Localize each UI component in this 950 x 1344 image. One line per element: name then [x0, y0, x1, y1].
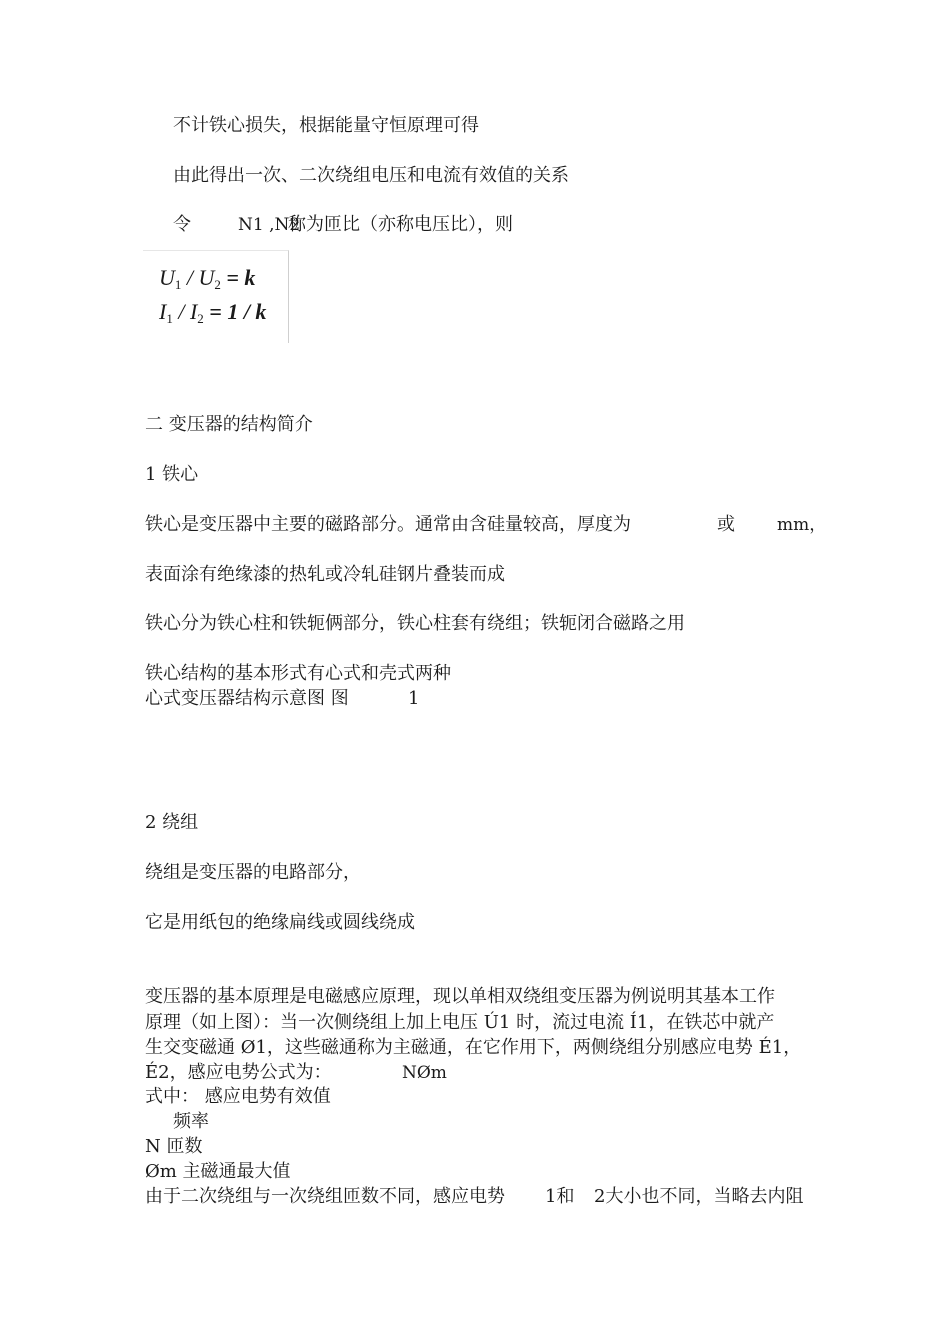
text-line: É2，感应电势公式为： [145, 1062, 332, 1083]
text-line: 铁心是变压器中主要的磁路部分。通常由含硅量较高，厚度为 [145, 514, 631, 535]
text-line: Øm 主磁通最大值 [145, 1161, 291, 1182]
formula-current-ratio: $I_1 / I_2 = 1 / k$ [159, 299, 267, 326]
subsection-heading: 2 绕组 [145, 812, 199, 833]
text-line: N1 ,N2 [238, 215, 301, 235]
formula-image [143, 250, 289, 343]
text-line: 铁心分为铁心柱和铁轭俩部分，铁心柱套有绕组；铁轭闭合磁路之用 [145, 613, 685, 634]
figure-caption: 心式变压器结构示意图 图 [145, 688, 349, 709]
text-line: mm， [777, 515, 827, 535]
text-line: 原理（如上图）：当一次侧绕组上加上电压 Ú1 时，流过电流 Í1，在铁芯中就产 [145, 1012, 775, 1033]
text-line: 1和 [545, 1186, 575, 1207]
text-line: N 匝数 [145, 1136, 203, 1157]
text-line: 不计铁心损失，根据能量守恒原理可得 [173, 115, 479, 136]
text-line: 由此得出一次、二次绕组电压和电流有效值的关系 [173, 165, 569, 186]
text-line: 式中： 感应电势有效值 [145, 1086, 331, 1107]
text-line: 绕组是变压器的电路部分， [145, 862, 361, 883]
text-line: 变压器的基本原理是电磁感应原理，现以单相双绕组变压器为例说明其基本工作 [145, 986, 775, 1007]
figure-number: 1 [408, 688, 420, 709]
text-line: 由于二次绕组与一次绕组匝数不同，感应电势 [145, 1186, 505, 1207]
text-line: 或 [717, 514, 735, 535]
text-line: 频率 [173, 1111, 209, 1132]
text-line: 称为匝比（亦称电压比），则 [288, 214, 513, 235]
text-line: 表面涂有绝缘漆的热轧或冷轧硅钢片叠装而成 [145, 564, 505, 585]
text-line: 铁心结构的基本形式有心式和壳式两种 [145, 663, 451, 684]
subsection-heading: 1 铁心 [145, 464, 199, 485]
text-line: 生交变磁通 Ø1，这些磁通称为主磁通，在它作用下，两侧绕组分别感应电势 É1， [145, 1037, 802, 1058]
text-line: 令 [173, 214, 191, 235]
formula-voltage-ratio: $U_1 / U_2 = k$ [159, 265, 256, 292]
section-heading: 二 变压器的结构简介 [145, 414, 313, 435]
text-line: NØm [402, 1063, 447, 1083]
text-line: 它是用纸包的绝缘扁线或圆线绕成 [145, 912, 415, 933]
text-line: 2大小也不同，当略去内阻 [594, 1186, 804, 1207]
